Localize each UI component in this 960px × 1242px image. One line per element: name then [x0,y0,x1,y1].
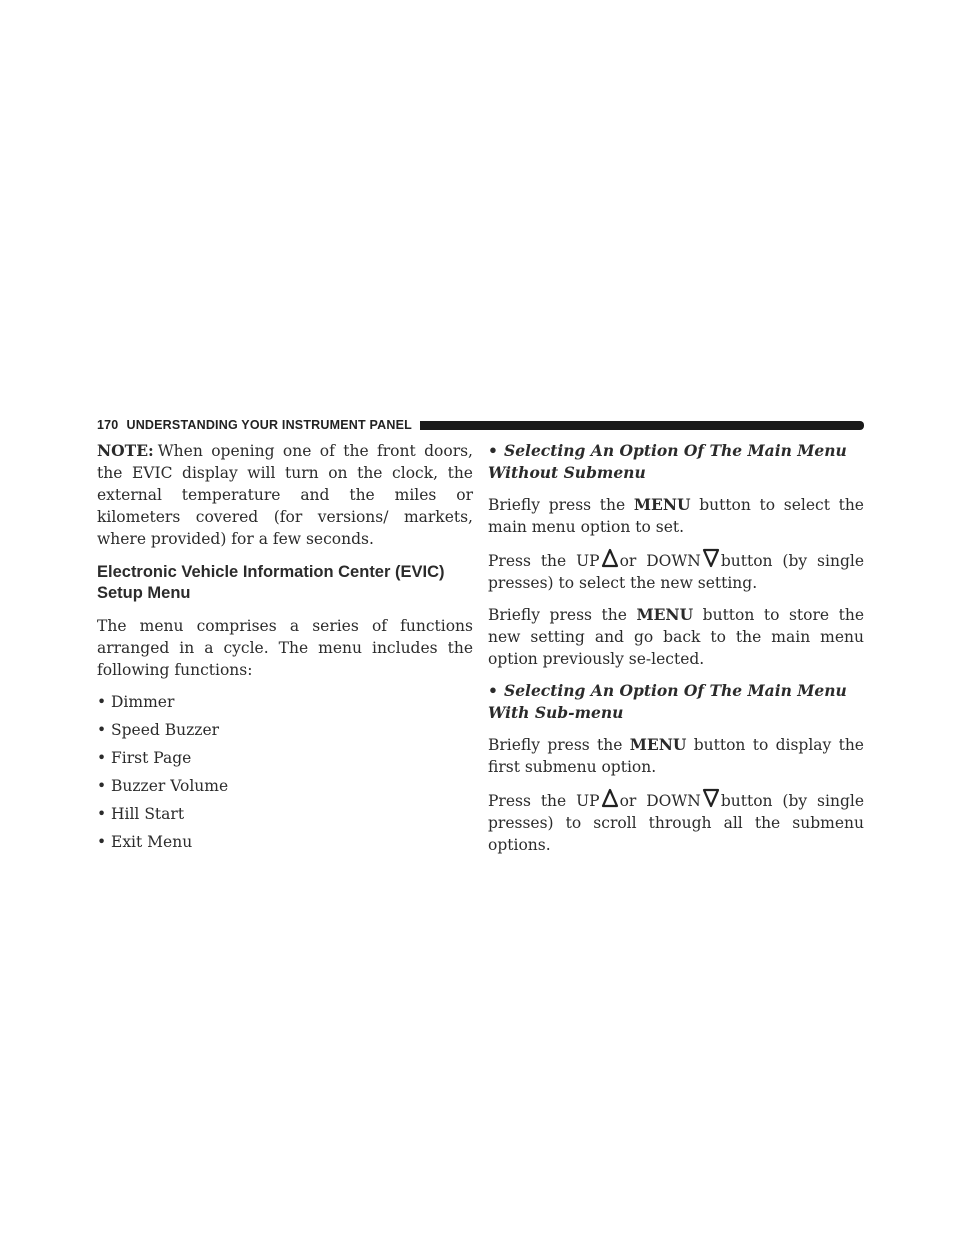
note-label: NOTE: [97,441,154,460]
function-list [97,691,473,853]
paragraph-display-submenu: Briefly press the MENU button to display the first submenu option. [488,735,864,776]
bullet-icon: • [97,805,107,823]
list-item: • Speed Buzzer [97,721,220,739]
bullet-icon: • [488,681,498,700]
right-column [488,440,864,866]
bullet-icon: • [97,749,107,767]
paragraph-select-setting: Press the UP or DOWN button (by single presses) to select the new setting. [488,548,864,594]
down-arrow-icon [702,548,720,568]
list-item: • Exit Menu [97,833,193,851]
section-title: UNDERSTANDING YOUR INSTRUMENT PANEL [126,418,412,432]
bullet-icon: • [97,777,107,795]
bullet-icon: • [97,833,107,851]
page-header [97,414,864,436]
bullet-icon: • [97,693,107,711]
option-with-submenu-heading: • Selecting An Option Of The Main Menu With Sub-menu [488,681,847,722]
header-rule [420,421,864,430]
paragraph-select-option: Briefly press the MENU button to select the main menu option to set. [488,495,864,536]
list-item: • Buzzer Volume [97,777,229,795]
menu-button-label: MENU [636,605,694,624]
menu-button-label: MENU [629,735,687,754]
bullet-icon: • [97,721,107,739]
list-item: • First Page [97,749,192,767]
bullet-icon: • [488,441,498,460]
option-without-submenu-heading: • Selecting An Option Of The Main Menu Without Submenu [488,441,847,482]
menu-button-label: MENU [633,495,691,514]
list-item: • Hill Start [97,805,185,823]
page-number: 170 [97,418,119,432]
heading-line-1: Electronic Vehicle Information Center (EVIC) [97,563,445,581]
paragraph-scroll-submenu: Press the UP or DOWN button (by single presses) to scroll through all the submenu options. [488,788,864,856]
note-paragraph [97,440,473,550]
down-arrow-icon [702,788,720,808]
up-arrow-icon [601,548,619,568]
left-column [97,440,473,859]
note-text: When opening one of the front doors, the EVIC display will turn on the clock, the external temperature and the miles or kilometers covered (for versions/ markets, where provided) for a few seconds. [97,442,473,548]
up-arrow-icon [601,788,619,808]
intro-paragraph: The menu comprises a series of functions arranged in a cycle. The menu includes the following functions: [97,617,473,679]
paragraph-store-setting: Briefly press the MENU button to store the new setting and go back to the main menu option previously se-lected. [488,605,864,668]
list-item: • Dimmer [97,693,175,711]
heading-line-2: Setup Menu [97,584,191,602]
evic-setup-heading [97,562,473,604]
